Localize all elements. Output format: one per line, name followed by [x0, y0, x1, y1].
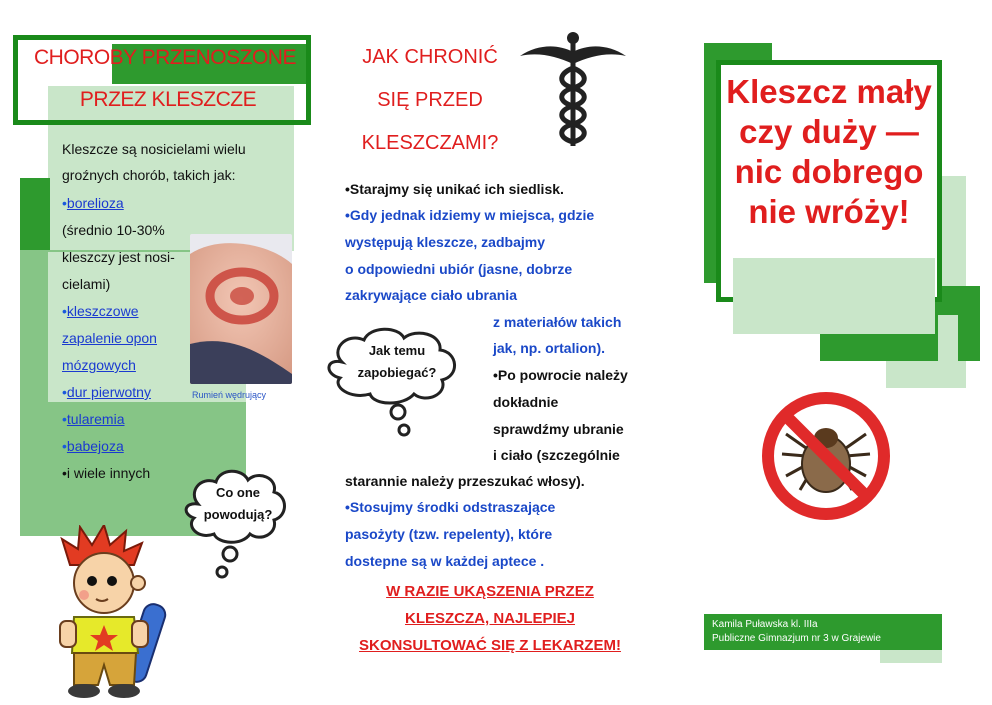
disease-link-borelioza[interactable]: borelioza [66, 195, 124, 211]
author-credit [712, 618, 942, 646]
right-title-line1: Kleszcz mały [726, 73, 932, 110]
middle-title [340, 36, 520, 165]
left-title-line2: PRZEZ KLESZCZE [79, 88, 257, 111]
advice-line: występują kleszcze, zadbajmy [345, 234, 545, 250]
photo-caption: Rumień wędrujący [192, 390, 267, 400]
disease-item-borelioza[interactable]: •borelioza [62, 195, 124, 211]
advice-line: o odpowiedni ubiór (jasne, dobrze [345, 261, 573, 277]
disease-link-dur[interactable]: dur pierwotny [66, 384, 151, 400]
advice-line: pasożyty (tzw. repelenty), które [345, 526, 553, 542]
advice-line: •Starajmy się unikać ich siedlisk. [345, 181, 564, 197]
warning-line2: KLESZCZA, NAJLEPIEJ [404, 610, 576, 627]
author-name: Kamila Puławska kl. IIIa [712, 619, 818, 630]
advice-line: •Po powrocie należy [493, 367, 628, 383]
right-title-line2: czy duży — [739, 113, 919, 150]
disease-link-mozgowych[interactable]: mózgowych [62, 357, 136, 373]
middle-title-line1: JAK CHRONIĆ [362, 46, 498, 68]
disease-note-3: cielami) [62, 276, 111, 292]
disease-item-dur[interactable]: •dur pierwotny [62, 384, 151, 400]
disease-link-babejoza[interactable]: babejoza [66, 438, 124, 454]
middle-title-line2: SIĘ PRZED [377, 89, 483, 111]
bite-warning [330, 578, 650, 659]
advice-line: i ciało (szczególnie [493, 447, 620, 463]
advice-line: dokładnie [493, 394, 559, 410]
advice-line: zakrywające ciało ubrania [345, 287, 517, 303]
caduceus-icon [518, 30, 628, 150]
warning-line1: W RAZIE UKĄSZENIA PRZEZ [386, 583, 594, 600]
disease-list [62, 190, 175, 487]
thought-bubble-left [178, 462, 298, 582]
disease-link-kleszczowe[interactable]: kleszczowe [66, 303, 139, 319]
right-title-line3: nic dobrego [734, 153, 924, 190]
advice-line: z materiałów takich [493, 314, 622, 330]
warning-line3: SKONSULTOWAĆ SIĘ Z LEKARZEM! [359, 637, 621, 654]
right-title [722, 72, 936, 232]
disease-link-tularemia[interactable]: tularemia [66, 411, 125, 427]
advice-line: •Stosujmy środki odstraszające [345, 499, 556, 515]
advice-line: •Gdy jednak idziemy w miejsca, gdzie [345, 207, 595, 223]
left-title-line1: CHOROBY PRZENOSZONE [34, 46, 296, 69]
left-intro-line2: groźnych chorób, takich jak: [62, 167, 236, 183]
right-title-line4: nie wróży! [748, 193, 910, 230]
advice-line: dostepne są w każdej aptece . [345, 553, 545, 569]
rash-photo [190, 234, 292, 384]
right-pale-block-1 [733, 258, 935, 334]
cartoon-boy [52, 525, 182, 700]
advice-line: sprawdźmy ubranie [493, 421, 624, 437]
bubble-left-line2: powodują? [203, 507, 273, 522]
bubble-middle-line1: Jak temu [368, 343, 426, 358]
disease-item-other: •i wiele innych [62, 465, 151, 481]
advice-line: jak, np. ortalion). [493, 340, 606, 356]
disease-note-1: (średnio 10-30% [62, 222, 165, 238]
author-school: Publiczne Gimnazjum nr 3 w Grajewie [712, 633, 881, 644]
disease-link-zapalenie[interactable]: zapalenie opon [62, 330, 157, 346]
thought-bubble-middle [318, 322, 474, 442]
no-tick-icon [760, 390, 892, 522]
bubble-left-line1: Co one [215, 485, 261, 500]
middle-title-line3: KLESZCZAMI? [361, 132, 499, 154]
bubble-middle-line2: zapobiegać? [357, 365, 437, 380]
left-intro-line1: Kleszcze są nosicielami wielu [62, 141, 246, 157]
left-intro [62, 136, 282, 188]
right-pale-block-3 [938, 315, 958, 361]
disease-item-babejoza[interactable]: •babejoza [62, 438, 124, 454]
advice-line: starannie należy przeszukać włosy). [345, 473, 585, 489]
disease-note-2: kleszczy jest nosi- [62, 249, 175, 265]
disease-item-tularemia[interactable]: •tularemia [62, 411, 125, 427]
disease-item-kzm[interactable]: •kleszczowe [62, 303, 139, 319]
